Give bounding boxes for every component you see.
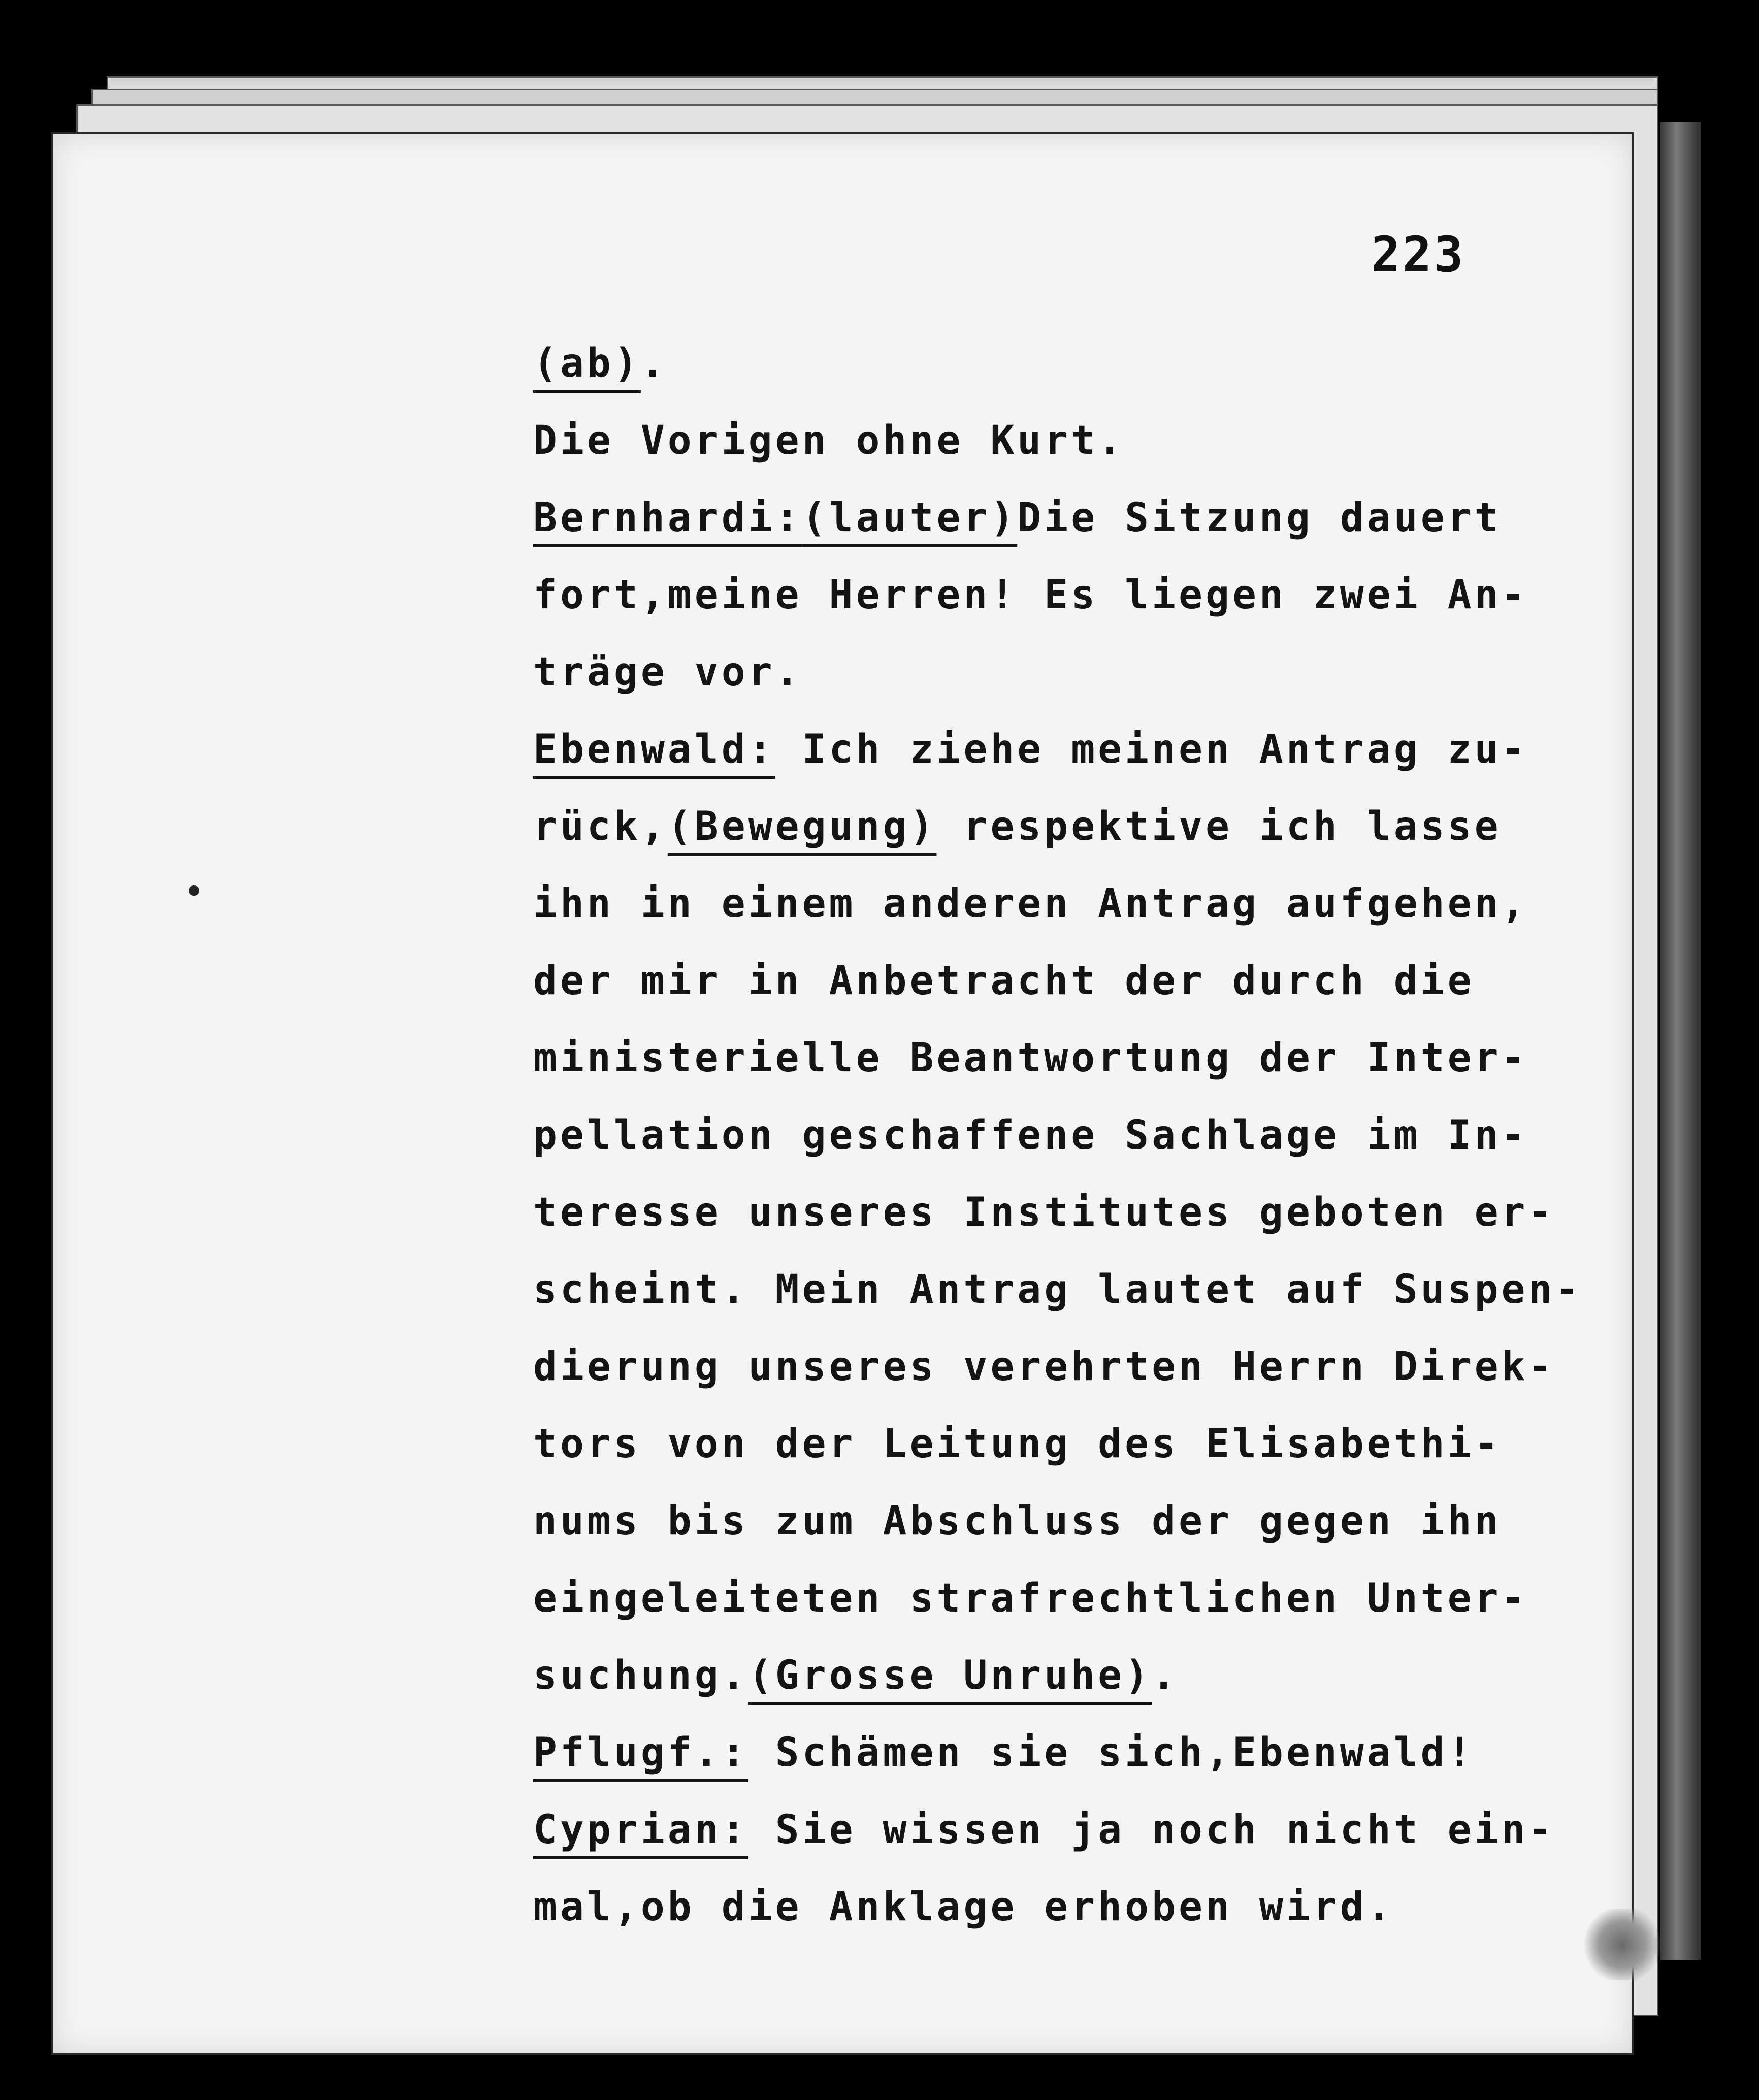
text-line (533, 1328, 1574, 1405)
text-line (533, 1791, 1574, 1868)
text-line (533, 788, 1574, 865)
text-segment: Ich ziehe meinen Antrag zu- (775, 727, 1528, 772)
text-segment: eingeleiteten strafrechtlichen Unter- (533, 1576, 1528, 1621)
text-line (533, 634, 1574, 711)
text-line (533, 479, 1574, 556)
text-segment: rück, (533, 804, 668, 849)
text-line (533, 1405, 1574, 1483)
text-segment: tors von der Leitung des Elisabethi- (533, 1421, 1502, 1467)
text-line (533, 865, 1574, 942)
page-number: 223 (1371, 226, 1465, 283)
text-segment: ihn in einem anderen Antrag aufgehen, (533, 881, 1528, 927)
text-segment: Sie wissen ja noch nicht ein- (748, 1807, 1555, 1853)
punch-mark (189, 885, 199, 896)
stage-direction: (Grosse Unruhe) (748, 1653, 1152, 1698)
text-segment: mal,ob die Anklage erhoben wird. (533, 1884, 1394, 1930)
text-line (533, 942, 1574, 1020)
stage-direction: (Bewegung) (667, 804, 937, 849)
speaker-name: Bernhardi: (533, 495, 802, 541)
text-line (533, 1174, 1574, 1251)
text-line (533, 711, 1574, 788)
text-line (533, 325, 1574, 402)
text-segment: Die Sitzung dauert (1017, 495, 1502, 541)
text-segment: respektive ich lasse (936, 804, 1502, 849)
text-segment: pellation geschaffene Sachlage im In- (533, 1112, 1528, 1158)
text-segment: teresse unseres Institutes geboten er- (533, 1190, 1555, 1235)
text-line (533, 1637, 1574, 1714)
stage-direction: (ab) (533, 341, 641, 386)
text-line (533, 1020, 1574, 1097)
text-segment: der mir in Anbetracht der durch die (533, 958, 1475, 1004)
text-segment: dierung unseres verehrten Herrn Direk- (533, 1344, 1555, 1390)
text-line (533, 1251, 1582, 1328)
text-line (533, 1097, 1574, 1174)
text-segment: . (1152, 1653, 1179, 1698)
binding-edge (1660, 122, 1701, 1960)
text-segment: Die Vorigen ohne Kurt. (533, 418, 1125, 464)
text-line (533, 1560, 1574, 1637)
text-segment: träge vor. (533, 649, 802, 695)
text-segment: scheint. Mein Antrag lautet auf Suspen- (533, 1267, 1582, 1312)
text-line (533, 1714, 1574, 1791)
text-line (533, 402, 1574, 479)
text-segment: fort,meine Herren! Es liegen zwei An- (533, 572, 1528, 618)
text-segment: ministerielle Beantwortung der Inter- (533, 1035, 1528, 1081)
typescript-body (533, 325, 1582, 1946)
stage-direction: (lauter) (802, 495, 1018, 541)
text-segment: nums bis zum Abschluss der gegen ihn (533, 1498, 1502, 1544)
text-line (533, 556, 1574, 634)
text-line (533, 1868, 1574, 1946)
speaker-name: Ebenwald: (533, 727, 775, 772)
text-line (533, 1483, 1574, 1560)
text-segment: suchung. (533, 1653, 748, 1698)
text-segment: . (640, 341, 668, 386)
scan-blemish (1584, 1909, 1660, 1980)
speaker-name: Pflugf.: (533, 1730, 748, 1776)
text-segment: Schämen sie sich,Ebenwald! (748, 1730, 1475, 1776)
speaker-name: Cyprian: (533, 1807, 748, 1853)
